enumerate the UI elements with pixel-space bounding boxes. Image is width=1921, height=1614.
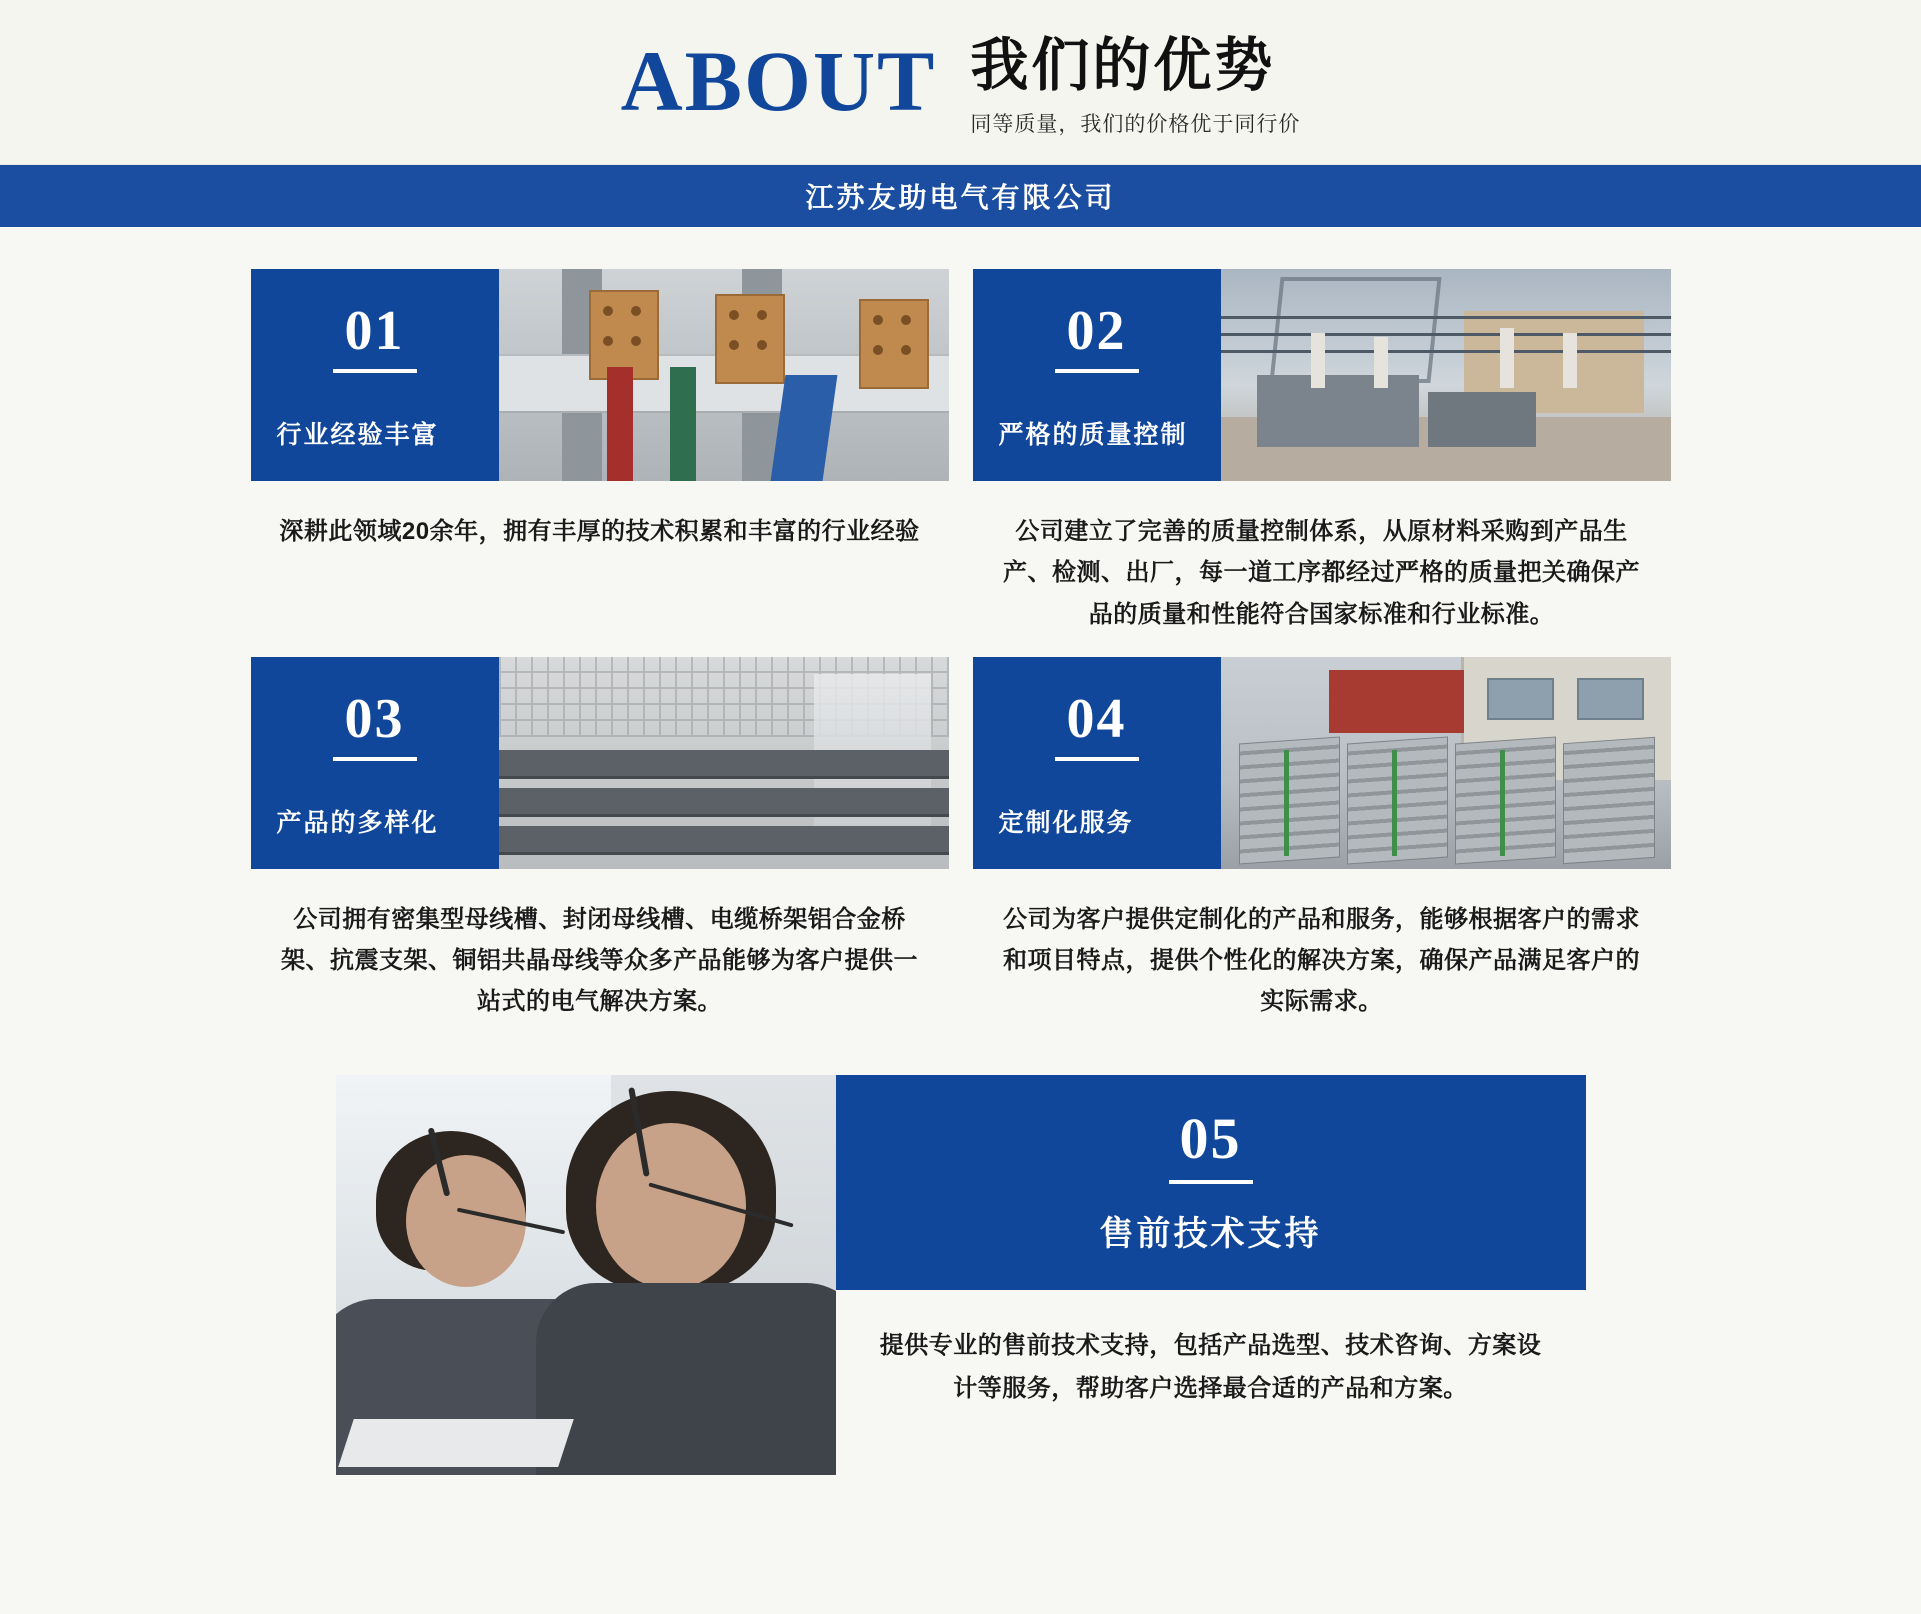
- cable-tray-warehouse-photo: [499, 657, 949, 869]
- card-media: [251, 657, 949, 869]
- card-description: 公司建立了完善的质量控制体系，从原材料采购到产品生产、检测、出厂，每一道工序都经过严格的质量把关确保产品的质量和性能符合国家标准和行业标准。: [1003, 518, 1640, 628]
- card-badge: [836, 1075, 1586, 1290]
- header-inner: [621, 26, 1301, 139]
- card-number: 03: [251, 691, 499, 761]
- card-text-column: [836, 1075, 1586, 1475]
- card-label: 产品的多样化: [276, 808, 439, 837]
- card-media: [973, 269, 1671, 481]
- company-name: 江苏友助电气有限公司: [805, 182, 1116, 213]
- card-number: 04: [973, 691, 1221, 761]
- card-label: 严格的质量控制: [998, 421, 1188, 449]
- card-number: 01: [251, 303, 499, 373]
- substation-photo: [1221, 269, 1671, 481]
- card-badge: [973, 269, 1221, 481]
- page-title: 我们的优势: [970, 32, 1276, 98]
- advantage-card: [251, 657, 949, 1045]
- about-wordmark: ABOUT: [620, 32, 937, 129]
- page-subtitle: 同等质量，我们的价格优于同行价: [970, 113, 1301, 137]
- card-badge: [973, 657, 1221, 869]
- advantages-grid: [251, 269, 1671, 1045]
- card-description: 深耕此领域20余年，拥有丰厚的技术积累和丰富的行业经验: [279, 518, 920, 545]
- advantage-card-05-row: [251, 1075, 1671, 1475]
- card-number: 05: [1180, 1110, 1242, 1184]
- advantage-card: [973, 657, 1671, 1045]
- busbar-joint-photo: [499, 269, 949, 481]
- advantages-content: [0, 227, 1921, 1515]
- card-label: 售前技术支持: [1099, 1214, 1322, 1253]
- card-label: 行业经验丰富: [276, 421, 439, 449]
- card-media: [973, 657, 1671, 869]
- advantage-card: [251, 269, 949, 657]
- card-badge: [251, 657, 499, 869]
- header-text-block: [970, 26, 1300, 139]
- card-media: [251, 269, 949, 481]
- company-name-bar: [0, 165, 1921, 227]
- card-description: 公司拥有密集型母线槽、封闭母线槽、电缆桥架铝合金桥架、抗震支架、铜铝共晶母线等众多产品能够为客户提供一站式的电气解决方案。: [281, 905, 918, 1016]
- card-description: 公司为客户提供定制化的产品和服务，能够根据客户的需求和项目特点，提供个性化的解决方案，确保产品满足客户的实际需求。: [1003, 905, 1640, 1016]
- advantage-card: [973, 269, 1671, 657]
- stacked-trays-loading-photo: [1221, 657, 1671, 869]
- card-number: 02: [973, 303, 1221, 373]
- card-badge: [251, 269, 499, 481]
- page-header: [0, 0, 1921, 165]
- card-description: 提供专业的售前技术支持，包括产品选型、技术咨询、方案设计等服务，帮助客户选择最合适的产品和方案。: [879, 1331, 1542, 1402]
- advantage-card: [336, 1075, 1586, 1475]
- call-center-support-photo: [336, 1075, 836, 1475]
- card-label: 定制化服务: [998, 808, 1134, 837]
